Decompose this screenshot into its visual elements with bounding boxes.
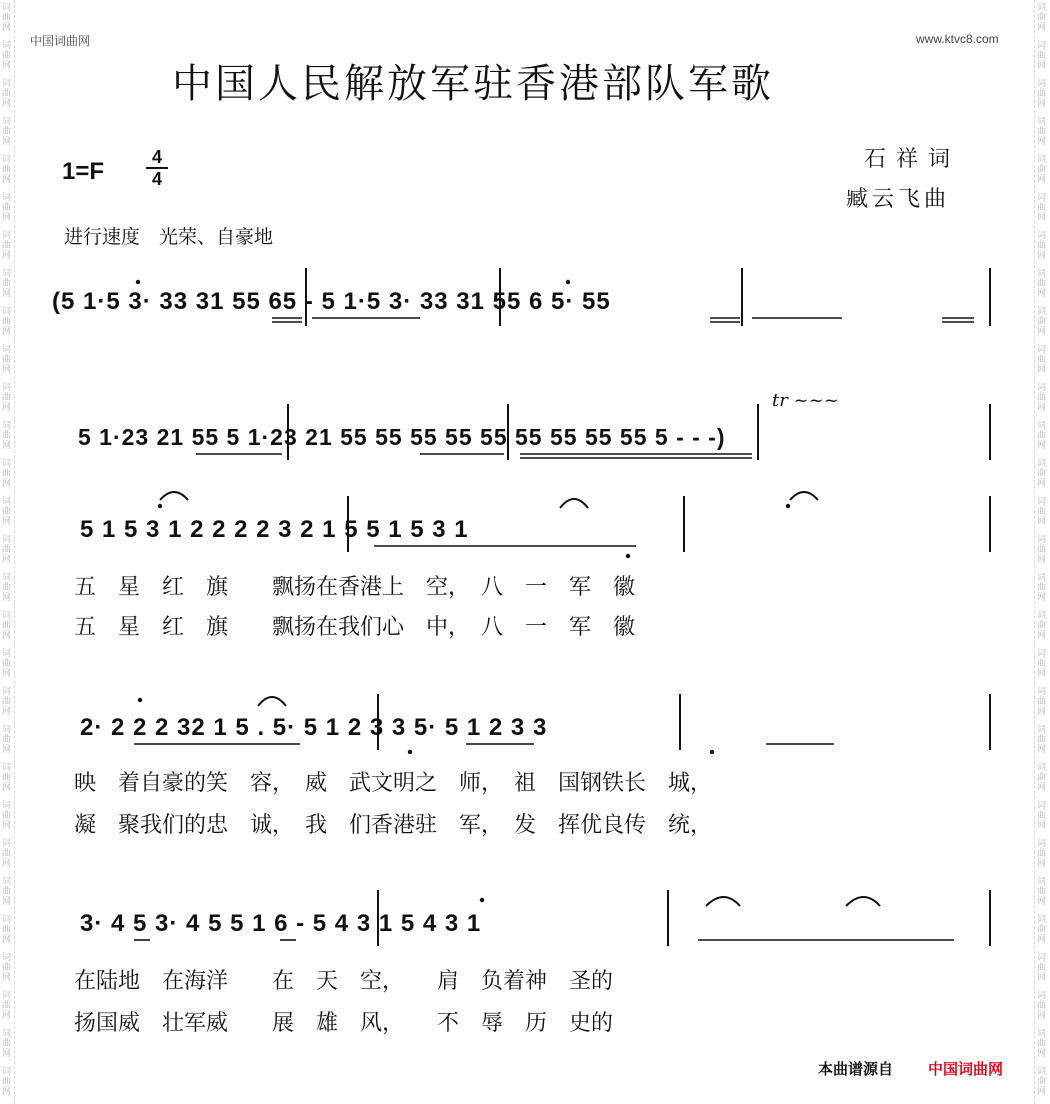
watermark-char: 网 [1037,1049,1047,1059]
watermark-char: 曲 [2,811,12,821]
watermark-char: 网 [1037,745,1047,755]
watermark-char: 词 [2,839,12,849]
watermark-char: 网 [1037,289,1047,299]
watermark-char: 网 [2,973,12,983]
watermark-char: 网 [2,327,12,337]
watermark-char: 词 [1037,915,1047,925]
watermark-char: 网 [2,783,12,793]
watermark-char: 网 [1037,327,1047,337]
watermark-char: 曲 [2,127,12,137]
watermark-char: 曲 [2,13,12,23]
watermark-char: 曲 [1037,355,1047,365]
watermark-char: 曲 [1037,203,1047,213]
watermark-char: 曲 [1037,431,1047,441]
watermark-char: 曲 [1037,89,1047,99]
watermark-char: 曲 [2,735,12,745]
watermark-char: 词 [1037,1029,1047,1039]
trill-ornament: tr ~~~ [772,390,839,411]
watermark-char: 网 [1037,783,1047,793]
lyricist-credit: 石祥词 [864,147,961,172]
lyrics-verse2-line1: 五 星 红 旗 飘扬在我们心 中， 八 一 军 徽 [74,615,636,640]
watermark-char: 曲 [1037,1001,1047,1011]
watermark-char: 网 [2,745,12,755]
watermark-char: 曲 [2,1077,12,1087]
watermark-char: 词 [2,953,12,963]
watermark-char: 网 [1037,631,1047,641]
watermark-char: 词 [1037,421,1047,431]
watermark-char: 网 [2,175,12,185]
watermark-char: 词 [1037,991,1047,1001]
watermark-char: 词 [1037,269,1047,279]
watermark-char: 网 [1037,479,1047,489]
watermark-char: 网 [2,859,12,869]
watermark-char: 网 [2,1049,12,1059]
watermark-char: 网 [2,479,12,489]
watermark-char: 曲 [1037,51,1047,61]
octave-dot [158,504,162,508]
lyrics-verse2-line3: 扬国威 壮军威 展 雄 风， 不 辱 历 史的 [74,1011,614,1036]
watermark-char: 曲 [1037,925,1047,935]
watermark-char: 网 [2,555,12,565]
watermark-char: 曲 [1037,241,1047,251]
watermark-char: 词 [2,383,12,393]
watermark-char: 曲 [2,203,12,213]
watermark-char: 曲 [1037,963,1047,973]
octave-dot [710,750,714,754]
watermark-char: 网 [1037,593,1047,603]
watermark-char: 网 [2,61,12,71]
tempo-marking: 进行速度 光荣、自豪地 [64,226,274,248]
watermark-char: 词 [2,421,12,431]
watermark-char: 网 [1037,1011,1047,1021]
octave-dot [626,554,630,558]
watermark-char: 词 [2,307,12,317]
watermark-char: 词 [1037,459,1047,469]
lyrics-verse1-line2: 映 着自豪的笑 容， 威 武文明之 师， 祖 国钢铁长 城， [74,771,713,796]
watermark-char: 曲 [1037,279,1047,289]
watermark-char: 曲 [1037,127,1047,137]
watermark-char: 曲 [1037,545,1047,555]
watermark-char: 词 [1037,307,1047,317]
watermark-char: 网 [1037,1087,1047,1097]
watermark-char: 词 [2,1029,12,1039]
watermark-char: 词 [1037,839,1047,849]
watermark-char: 词 [2,3,12,13]
watermark-char: 曲 [2,431,12,441]
watermark-char: 曲 [2,165,12,175]
watermark-char: 曲 [1037,887,1047,897]
watermark-char: 网 [1037,175,1047,185]
watermark-char: 词 [1037,1067,1047,1077]
watermark-char: 网 [1037,137,1047,147]
octave-dot [480,898,484,902]
watermark-char: 曲 [1037,659,1047,669]
watermark-char: 网 [2,289,12,299]
watermark-char: 网 [2,669,12,679]
watermark-char: 曲 [1037,849,1047,859]
slur [160,492,188,500]
octave-dot [566,280,570,284]
watermark-char: 网 [2,137,12,147]
watermark-char: 网 [1037,821,1047,831]
watermark-char: 曲 [1037,165,1047,175]
time-signature-top: 4 [151,147,162,167]
watermark-char: 曲 [1037,773,1047,783]
watermark-char: 曲 [1037,393,1047,403]
watermark-char: 网 [2,897,12,907]
watermark-char: 曲 [2,355,12,365]
watermark-char: 词 [2,649,12,659]
watermark-char: 词 [2,991,12,1001]
score-system-2-notes: 5 1·23 21 55 5 1·23 21 55 55 55 55 55 55 55 55 55 5 - - -) [78,424,726,450]
composer-credit: 臧云飞曲 [846,187,951,212]
watermark-char: 网 [1037,251,1047,261]
watermark-char: 词 [2,41,12,51]
watermark-char: 曲 [1037,583,1047,593]
time-signature-bottom: 4 [151,169,162,189]
watermark-char: 网 [2,593,12,603]
watermark-char: 词 [1037,953,1047,963]
key-signature: 1=F [62,158,105,185]
watermark-char: 词 [2,79,12,89]
watermark-char: 词 [1037,79,1047,89]
watermark-char: 曲 [2,279,12,289]
watermark-char: 网 [2,251,12,261]
watermark-char: 词 [2,611,12,621]
watermark-char: 网 [1037,61,1047,71]
watermark-char: 曲 [1037,735,1047,745]
watermark-char: 曲 [2,51,12,61]
watermark-char: 曲 [1037,469,1047,479]
watermark-char: 词 [1037,573,1047,583]
watermark-char: 网 [1037,441,1047,451]
watermark-char: 词 [2,535,12,545]
watermark-char: 网 [2,23,12,33]
watermark-char: 词 [1037,3,1047,13]
watermark-char: 词 [2,269,12,279]
watermark-char: 词 [2,763,12,773]
watermark-char: 词 [1037,497,1047,507]
watermark-char: 词 [2,497,12,507]
score-system-4-notes: 2· 2 2 2 32 1 5 . 5· 5 1 2 3 3 5· 5 1 2 3 3 [80,714,548,741]
watermark-char: 网 [1037,897,1047,907]
watermark-char: 词 [2,155,12,165]
watermark-char: 曲 [1037,621,1047,631]
lyrics-verse1-line1: 五 星 红 旗 飘扬在香港上 空， 八 一 军 徽 [74,575,636,600]
watermark-char: 词 [2,801,12,811]
watermark-char: 曲 [1037,1039,1047,1049]
watermark-char: 网 [1037,517,1047,527]
watermark-char: 曲 [2,887,12,897]
watermark-char: 网 [2,441,12,451]
watermark-char: 词 [1037,725,1047,735]
watermark-char: 网 [2,99,12,109]
watermark-char: 网 [1037,23,1047,33]
watermark-char: 网 [1037,403,1047,413]
watermark-char: 曲 [2,1001,12,1011]
watermark-char: 词 [1037,345,1047,355]
watermark-char: 网 [1037,99,1047,109]
watermark-char: 曲 [1037,317,1047,327]
watermark-char: 词 [2,573,12,583]
watermark-char: 词 [1037,687,1047,697]
watermark-char: 曲 [2,621,12,631]
watermark-char: 网 [1037,669,1047,679]
watermark-char: 网 [1037,935,1047,945]
watermark-char: 网 [1037,555,1047,565]
watermark-char: 曲 [2,773,12,783]
watermark-char: 网 [2,821,12,831]
watermark-char: 网 [1037,973,1047,983]
watermark-char: 网 [2,213,12,223]
watermark-char: 网 [2,403,12,413]
watermark-char: 曲 [2,925,12,935]
lyrics-verse1-line3: 在陆地 在海洋 在 天 空， 肩 负着神 圣的 [74,969,614,994]
slur [706,897,740,906]
watermark-char: 词 [1037,41,1047,51]
watermark-char: 词 [2,1067,12,1077]
watermark-char: 词 [2,345,12,355]
watermark-char: 曲 [1037,507,1047,517]
slur [790,492,818,500]
watermark-char: 词 [1037,611,1047,621]
watermark-char: 词 [2,725,12,735]
watermark-char: 曲 [1037,697,1047,707]
watermark-char: 网 [2,1011,12,1021]
watermark-char: 曲 [2,469,12,479]
watermark-char: 词 [1037,193,1047,203]
watermark-char: 网 [2,517,12,527]
watermark-char: 词 [2,877,12,887]
watermark-char: 网 [1037,213,1047,223]
watermark-char: 网 [2,1087,12,1097]
watermark-char: 曲 [2,393,12,403]
watermark-char: 曲 [2,317,12,327]
watermark-char: 词 [1037,155,1047,165]
watermark-char: 网 [1037,365,1047,375]
watermark-char: 词 [1037,535,1047,545]
slur [846,897,880,906]
score-system-3-notes: 5 1 5 3 1 2 2 2 2 3 2 1 5 5 1 5 3 1 [80,516,469,543]
watermark-char: 词 [2,231,12,241]
site-name-left: 中国词曲网 [30,34,91,48]
watermark-char: 曲 [2,583,12,593]
watermark-char: 网 [2,935,12,945]
octave-dot [136,280,140,284]
octave-dot [786,504,790,508]
watermark-char: 曲 [2,659,12,669]
score-system-1-notes: (5 1·5 3· 33 31 55 65 - 5 1·5 3· 33 31 55 6 5· 55 [52,288,611,315]
octave-dot [138,698,142,702]
watermark-char: 词 [1037,231,1047,241]
watermark-char: 网 [1037,859,1047,869]
slur [560,499,588,508]
watermark-char: 词 [2,687,12,697]
lyrics-verse2-line2: 凝 聚我们的忠 诚， 我 们香港驻 军， 发 挥优良传 统， [74,813,713,838]
watermark-char: 网 [2,365,12,375]
watermark-char: 词 [2,915,12,925]
watermark-char: 曲 [2,545,12,555]
page-title: 中国人民解放军驻香港部队军歌 [172,61,774,107]
octave-dot [408,750,412,754]
watermark-char: 曲 [2,697,12,707]
watermark-char: 词 [1037,649,1047,659]
watermark-char: 曲 [2,89,12,99]
score-system-5-notes: 3· 4 5 3· 4 5 5 1 6 - 5 4 3 1 5 4 3 1 [80,910,482,937]
footer-source-label: 本曲谱源自 [818,1060,894,1078]
watermark-char: 网 [2,631,12,641]
watermark-char: 曲 [1037,1077,1047,1087]
watermark-char: 词 [1037,763,1047,773]
watermark-char: 曲 [2,849,12,859]
watermark-char: 曲 [2,1039,12,1049]
watermark-char: 词 [2,193,12,203]
watermark-char: 曲 [2,963,12,973]
footer-source-link[interactable]: 中国词曲网 [928,1060,1004,1078]
watermark-char: 词 [2,117,12,127]
watermark-char: 曲 [2,241,12,251]
slur [258,697,286,706]
watermark-char: 词 [2,459,12,469]
watermark-char: 网 [2,707,12,717]
site-url-right: www.ktvc8.com [916,32,999,46]
watermark-char: 词 [1037,117,1047,127]
watermark-char: 网 [1037,707,1047,717]
watermark-char: 词 [1037,383,1047,393]
watermark-char: 曲 [1037,811,1047,821]
watermark-char: 曲 [1037,13,1047,23]
watermark-char: 曲 [2,507,12,517]
watermark-char: 词 [1037,801,1047,811]
watermark-char: 词 [1037,877,1047,887]
